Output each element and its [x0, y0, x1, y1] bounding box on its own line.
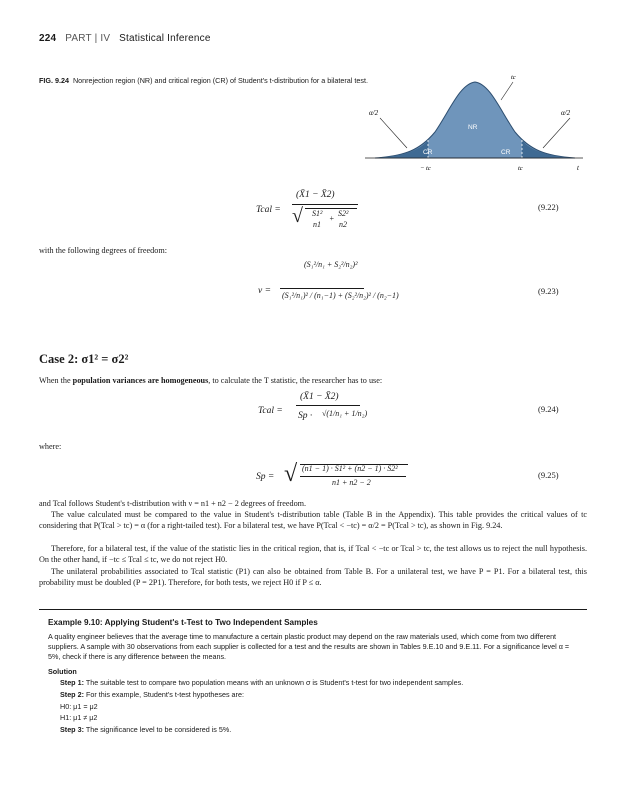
solution-label: Solution — [48, 667, 77, 676]
example-title: Example 9.10: Applying Student's t-Test to Two Independent Samples — [48, 618, 318, 627]
part-label: PART | IV — [65, 33, 111, 44]
eq924-lhs: Tcal = — [258, 406, 283, 416]
eq922-s2: S2² — [338, 209, 349, 218]
dof-intro: with the following degrees of freedom: — [39, 246, 168, 255]
label-tc: tc — [518, 165, 523, 172]
eq924-number: (9.24) — [538, 404, 559, 414]
arrow-alpha-left — [380, 118, 407, 148]
eq925-number: (9.25) — [538, 470, 559, 480]
case2-text-post: , to calculate the T statistic, the researcher has to use: — [208, 376, 383, 385]
label-tc-top: tc — [511, 74, 516, 81]
step-1-text: The suitable test to compare two population means with an unknown σ is Student's t-test for two independent samples. — [85, 678, 464, 687]
equation-9-22: Tcal = (X̄1 − X̄2) √ S1² + S2² n1 n2 (9.22) — [256, 190, 559, 229]
hypothesis-h1: H1: μ1 ≠ μ2 — [60, 713, 98, 722]
eq922-sqrt-sign: √ — [292, 205, 303, 227]
equation-9-25 — [0, 456, 625, 496]
equation-9-23: ν = (S₁²/n₁ + S₂²/n₂)² (S₁²/n₁)² / (n₁−1) + (S₂²/n₂)² / (n₂−1) (9.23) — [258, 260, 559, 300]
where-label: where: — [39, 442, 62, 451]
label-cr-right: CR — [501, 149, 511, 156]
step-2-label: Step 2: — [60, 690, 84, 699]
section-title: Statistical Inference — [119, 33, 211, 44]
eq923-fraction-bar — [280, 288, 364, 289]
eq922-n2: n2 — [339, 220, 347, 229]
label-cr-left: CR — [423, 149, 433, 156]
eq924-fraction-bar — [296, 405, 360, 406]
example-intro: A quality engineer believes that the average time to manufacture a certain plastic product may depend on the raw materials used, which come from two different suppliers. A sample with 30 observations from each supplier is collected for a test and the results are shown in Tables 9.E.10 and 9.E.11. For a significance level α = 5%, check if there is any difference between the means. — [48, 632, 570, 661]
eq923-lhs: ν = — [258, 286, 272, 296]
label-nr: NR — [468, 124, 478, 131]
example-divider — [39, 609, 587, 610]
eq925-denominator: n1 + n2 − 2 — [332, 478, 371, 487]
figure-caption-text: Nonrejection region (NR) and critical region (CR) of Student's t-distribution for a bilateral test. — [72, 76, 368, 85]
critical-region-left — [375, 140, 428, 158]
step-3-label: Step 3: — [60, 725, 84, 734]
paragraph-2: The value calculated must be compared to the value in Student's t-distribution table (Table B in the Appendix). This table provides the critical values of tc considering that P(Tcal > tc) = α (for a right-tailed test). For a bilateral test, we have P(Tcal < −tc) = α/2 = P(Tcal > tc), as shown in Fig. 9.24. — [39, 510, 587, 530]
eq922-s1: S1² — [312, 209, 323, 218]
eq924-numerator: (X̄1 − X̄2) — [300, 392, 339, 402]
distribution-curve-fill — [375, 82, 575, 158]
step-3-text: The significance level to be considered is 5%. — [85, 725, 232, 734]
equation-9-24: Tcal = (X̄1 − X̄2) Sp · √(1/n₁ + 1/n₂) (9.24) — [258, 392, 559, 421]
eq925-sqrt-sign: √ — [284, 461, 298, 487]
label-alpha-left: α/2 — [369, 109, 379, 117]
t-distribution-figure — [365, 70, 585, 182]
case2-text-pre: When the — [39, 376, 73, 385]
eq922-lhs: Tcal = — [256, 205, 281, 215]
step-3 — [60, 725, 580, 735]
eq923-number: (9.23) — [538, 286, 559, 296]
label-t-axis: t — [577, 164, 579, 172]
eq922-number: (9.22) — [538, 202, 559, 212]
case2-heading: Case 2: σ1² = σ2² — [39, 352, 129, 366]
case2-text — [39, 375, 587, 386]
step-2 — [60, 690, 580, 700]
eq925-fraction-bar — [300, 476, 406, 477]
case2-text-bold: population variances are homogeneous — [72, 376, 209, 385]
eq925-numerator: (n1 − 1) · S1² + (n2 − 1) · S2² — [302, 464, 398, 473]
running-head — [39, 33, 211, 44]
figure-caption — [39, 76, 369, 86]
arrow-tc-top — [501, 82, 513, 100]
critical-region-right — [522, 140, 575, 158]
eq924-denominator: Sp · — [298, 411, 313, 421]
figure-label: FIG. 9.24 — [39, 76, 69, 85]
paragraph-4: The unilateral probabilities associated to Tcal statistic (P1) can also be obtained from Table B. For a unilateral test, we have P = P1. For a bilateral test, this probability must be doubled (P = 2P1). Therefore, for both tests, we reject H0 if P ≤ α. — [39, 567, 587, 587]
arrow-alpha-right — [543, 118, 570, 148]
step-2-text: For this example, Student's t-test hypotheses are: — [85, 690, 244, 699]
label-neg-tc: − tc — [420, 165, 431, 172]
step-1-label: Step 1: — [60, 678, 84, 687]
page-number: 224 — [39, 33, 57, 44]
hypothesis-h0: H0: μ1 = μ2 — [60, 702, 98, 711]
eq922-numerator: (X̄1 − X̄2) — [296, 190, 335, 200]
eq925-lhs: Sp = — [256, 472, 275, 482]
paragraph-3: Therefore, for a bilateral test, if the value of the statistic lies in the critical region, that is, if Tcal < −tc or Tcal > tc, the test allows us to reject the null hypothesis. On the other hand, if −tc ≤ Tcal ≤ tc, we do not reject H0. — [39, 544, 587, 564]
step-1 — [60, 678, 580, 688]
eq922-n1: n1 — [313, 220, 321, 229]
label-alpha-right: α/2 — [561, 109, 571, 117]
paragraph-1: and Tcal follows Student's t-distribution with ν = n1 + n2 − 2 degrees of freedom. — [39, 499, 307, 508]
